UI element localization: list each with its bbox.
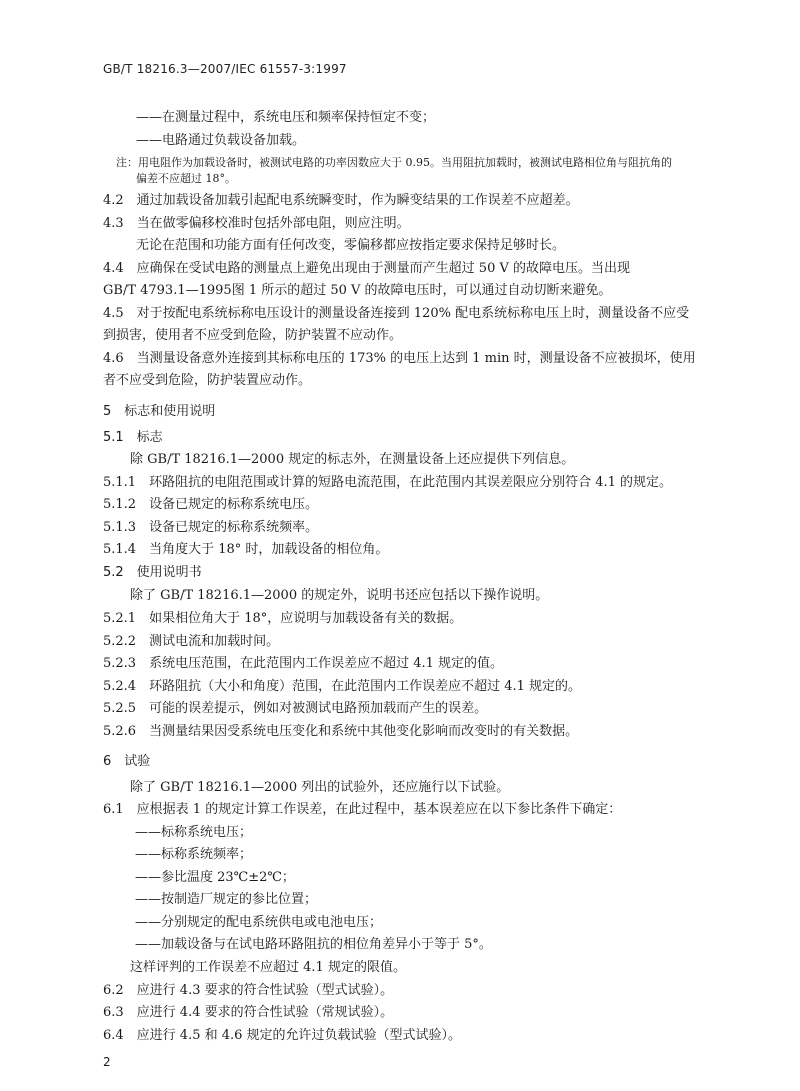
text-line: ——分别规定的配电系统供电或电池电压； (135, 915, 383, 930)
text-line: 4.5 对于按配电系统标称电压设计的测量设备连接到 120% 配电系统标称电压上时，测量设备不应受 (103, 306, 690, 321)
text-line: GB/T 4793.1—1995图 1 所示的超过 50 V 的故障电压时，可以通过自动切断来避免。 (103, 283, 612, 298)
text-line: 偏差不应超过 18°。 (136, 172, 236, 185)
text-line: 6.2 应进行 4.3 要求的符合性试验（型式试验）。 (103, 983, 394, 998)
text-line: 这样评判的工作误差不应超过 4.1 规定的限值。 (130, 960, 406, 975)
text-line: 6.1 应根据表 1 的规定计算工作误差，在此过程中，基本误差应在以下参比条件下确定： (103, 802, 622, 817)
text-line: 除了 GB/T 18216.1—2000 的规定外，说明书还应包括以下操作说明。 (130, 588, 549, 603)
text-line: ——标称系统电压； (135, 825, 253, 840)
text-line: ——加载设备与在试电路环路阻抗的相位角差异小于等于 5°。 (135, 937, 492, 952)
text-line: 4.6 当测量设备意外连接到其标称电压的 173% 的电压上达到 1 min 时，测量设备不应被损坏，使用 (103, 351, 696, 366)
text-line: 5.2.4 环路阻抗（大小和角度）范围，在此范围内工作误差应不超过 4.1 规定的。 (103, 679, 582, 694)
text-line: ——标称系统频率； (135, 847, 253, 862)
text-line: 4.4 应确保在受试电路的测量点上避免出现由于测量而产生超过 50 V 的故障电压。当出现 (103, 261, 631, 276)
document-header: GB/T 18216.3—2007/IEC 61557-3:1997 (103, 62, 347, 76)
text-line: 除了 GB/T 18216.1—2000 列出的试验外，还应施行以下试验。 (130, 780, 510, 795)
text-line: 5.2 使用说明书 (103, 565, 202, 580)
text-line: 除 GB/T 18216.1—2000 规定的标志外，在测量设备上还应提供下列信息。 (130, 452, 575, 467)
text-line: 4.3 当在做零偏移校准时包括外部电阻，则应注明。 (103, 216, 410, 231)
text-line: ——在测量过程中，系统电压和频率保持恒定不变； (136, 110, 436, 125)
text-line: 5.2.1 如果相位角大于 18°，应说明与加载设备有关的数据。 (103, 611, 463, 626)
text-line: 5.1.4 当角度大于 18° 时，加载设备的相位角。 (103, 542, 389, 557)
text-line: 6 试验 (103, 754, 151, 769)
text-line: 5.1.3 设备已规定的标称系统频率。 (103, 520, 319, 535)
text-line: ——参比温度 23℃±2℃； (135, 870, 295, 885)
text-line: 5.1 标志 (103, 430, 163, 445)
text-line: 到损害，使用者不应受到危险，防护装置不应动作。 (103, 328, 403, 343)
text-line: 5 标志和使用说明 (103, 404, 216, 419)
text-line: 5.1.1 环路阻抗的电阻范围或计算的短路电流范围，在此范围内其误差限应分别符合 4.1 的规定。 (103, 475, 673, 490)
text-line: 6.3 应进行 4.4 要求的符合性试验（常规试验）。 (103, 1005, 394, 1020)
text-line: 无论在范围和功能方面有任何改变，零偏移都应按指定要求保持足够时长。 (136, 238, 566, 253)
text-line: 6.4 应进行 4.5 和 4.6 规定的允许过负载试验（型式试验）。 (103, 1028, 462, 1043)
text-line: 5.2.5 可能的误差提示，例如对被测试电路预加载而产生的误差。 (103, 701, 488, 716)
text-line: 5.1.2 设备已规定的标称系统电压。 (103, 497, 319, 512)
page-number: 2 (103, 1055, 111, 1069)
text-line: 注：用电阻作为加载设备时，被测试电路的功率因数应大于 0.95。当用阻抗加载时，被测试电路相位角与阻抗角的 (116, 156, 672, 169)
text-line: ——电路通过负载设备加载。 (136, 133, 306, 148)
text-line: 4.2 通过加载设备加载引起配电系统瞬变时，作为瞬变结果的工作误差不应超差。 (103, 193, 579, 208)
text-line: 者不应受到危险，防护装置应动作。 (103, 373, 312, 388)
text-line: 5.2.3 系统电压范围，在此范围内工作误差应不超过 4.1 规定的值。 (103, 656, 504, 671)
text-line: 5.2.2 测试电流和加载时间。 (103, 634, 280, 649)
text-line: 5.2.6 当测量结果因受系统电压变化和系统中其他变化影响而改变时的有关数据。 (103, 724, 579, 739)
text-line: ——按制造厂规定的参比位置； (135, 892, 318, 907)
